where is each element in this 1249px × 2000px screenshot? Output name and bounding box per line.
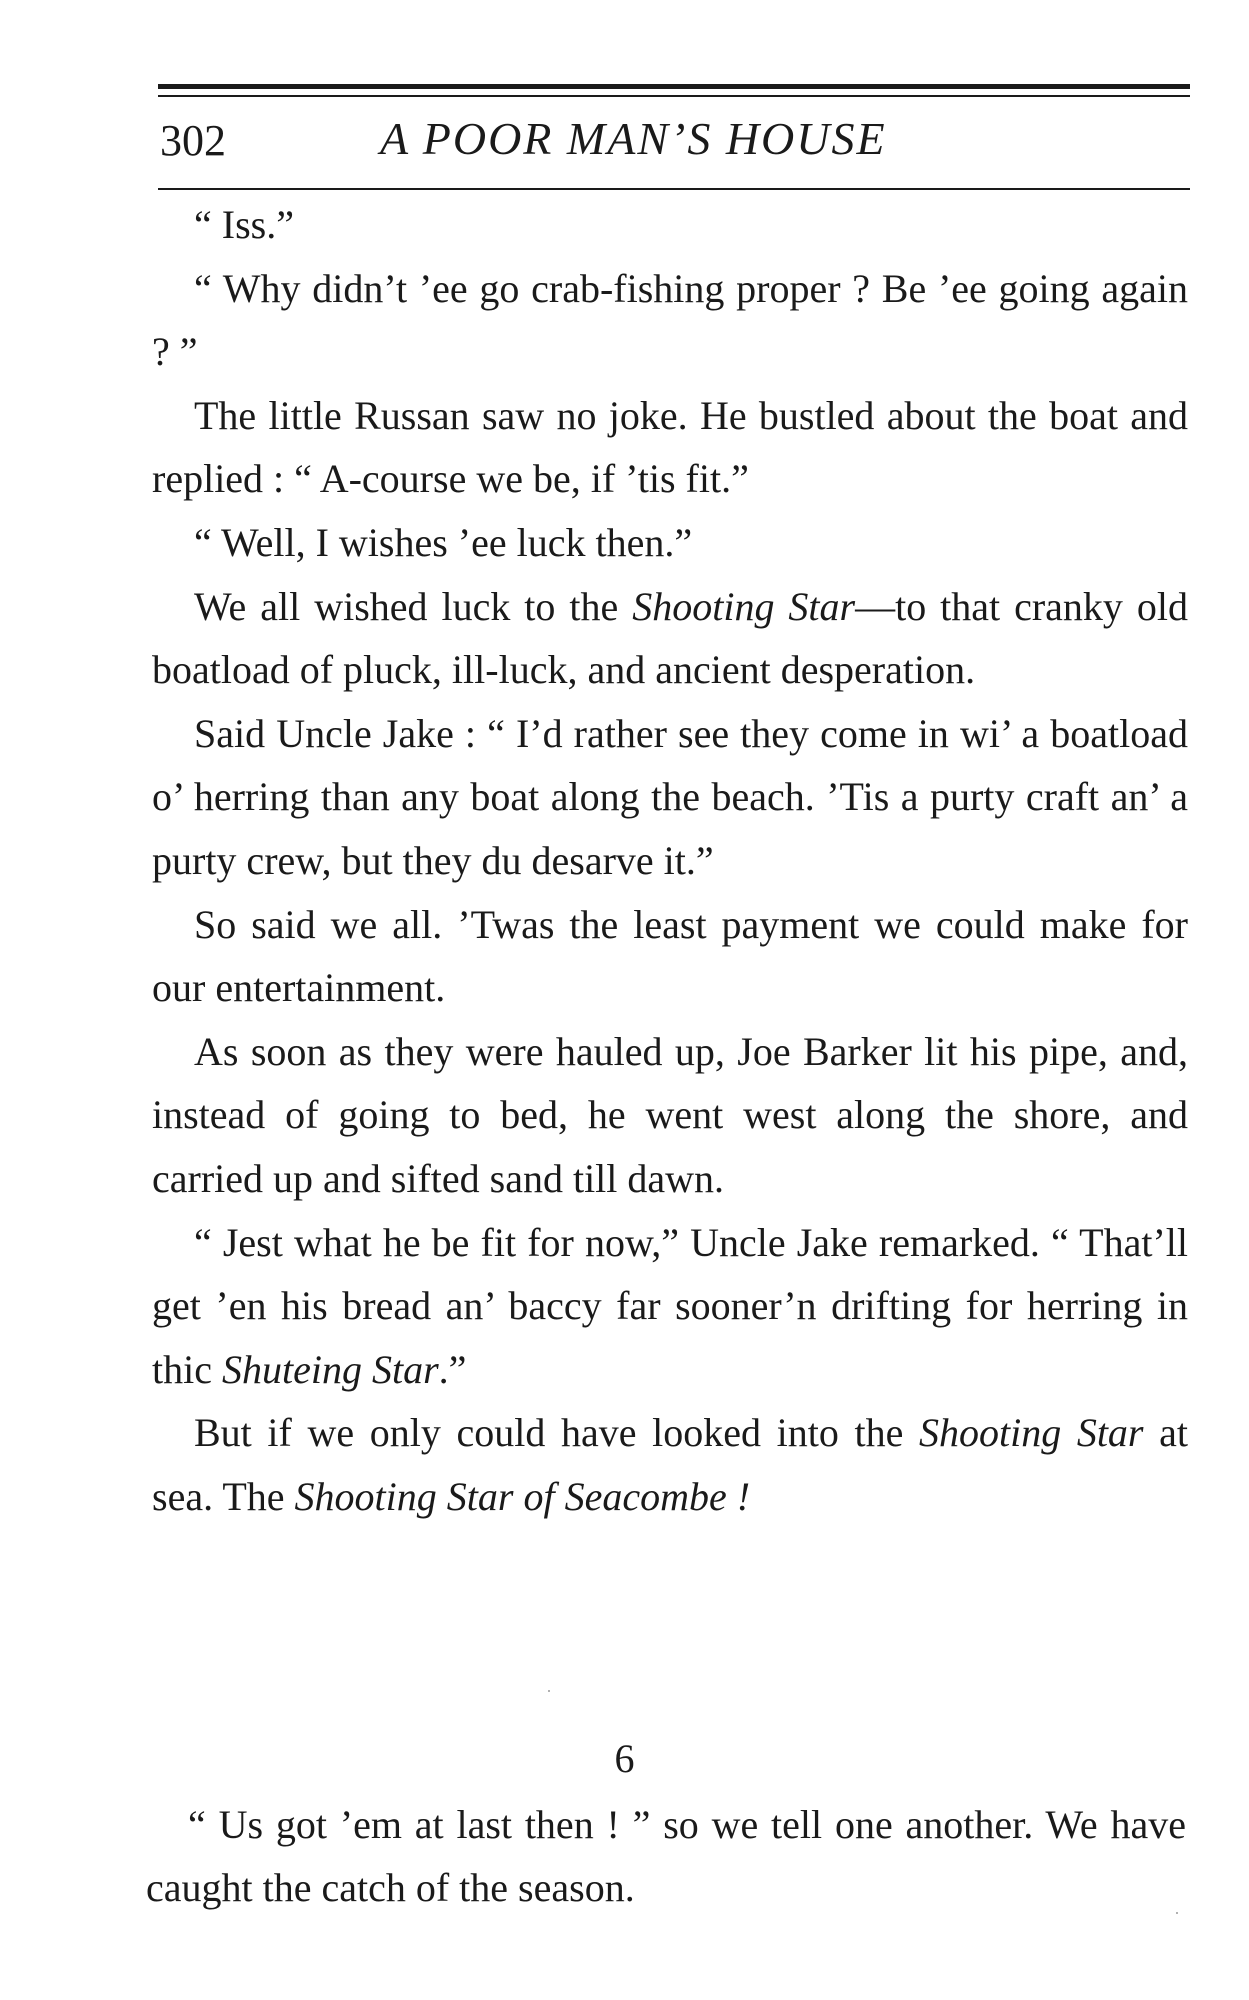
text-run: But if we only could have looked into the xyxy=(194,1410,919,1456)
header-rule xyxy=(158,188,1190,190)
running-head: A POOR MAN’S HOUSE xyxy=(380,113,887,164)
italic-title: Shooting Star of Seacombe ! xyxy=(294,1473,751,1519)
text-run: —to that cranky old boatload of pluck, ill-luck, and ancient desperation. xyxy=(152,583,1189,693)
text-run: “ Jest what he be fit for now,” Uncle Jake remarked. “ That’ll get ’en his bread an’ baccy far sooner’n drifting for herring in thic xyxy=(152,1219,1188,1392)
text-run: .” xyxy=(438,1346,467,1392)
paragraph xyxy=(152,575,1188,702)
paragraph: As soon as they were hauled up, Joe Barker lit his pipe, and, instead of going to bed, he went west along the shore, and carried up and sifted sand till dawn. xyxy=(152,1028,1188,1201)
paragraph: “ Why didn’t ’ee go crab-fishing proper ? Be ’ee going again ? ” xyxy=(152,265,1188,375)
italic-title: Shooting Star xyxy=(632,583,856,629)
paragraph: Said Uncle Jake : “ I’d rather see they come in wi’ a boatload o’ herring than any boat along the beach. ’Tis a purty craft an’ a purty crew, but they du desarve it.” xyxy=(152,710,1188,883)
paragraph: So said we all. ’Twas the least payment we could make for our entertainment. xyxy=(152,901,1188,1011)
text-run: We all wished luck to the xyxy=(194,583,633,629)
text-run: at sea. The xyxy=(152,1410,1189,1519)
paragraph: The little Russan saw no joke. He bustled about the boat and replied : “ A-course we be, if ’tis fit.” xyxy=(152,392,1188,502)
paragraph: “ Us got ’em at last then ! ” so we tell one another. We have caught the catch of the season. xyxy=(146,1802,1186,1910)
paragraph xyxy=(152,1401,1188,1528)
top-rule-thick xyxy=(158,84,1190,89)
paragraph: “ Well, I wishes ’ee luck then.” xyxy=(194,519,693,565)
paragraph xyxy=(152,1211,1188,1402)
print-speck xyxy=(548,1690,550,1692)
italic-title: Shooting Star xyxy=(918,1410,1144,1456)
italic-title: Shuteing Star xyxy=(221,1346,439,1392)
top-rule-thin xyxy=(158,95,1190,97)
paragraph: “ Iss.” xyxy=(194,202,294,247)
section-text xyxy=(146,1793,1186,1919)
section-number: 6 xyxy=(614,1736,635,1781)
body-text xyxy=(152,193,1188,1528)
print-speck xyxy=(1176,1912,1178,1914)
page-number: 302 xyxy=(160,116,226,165)
